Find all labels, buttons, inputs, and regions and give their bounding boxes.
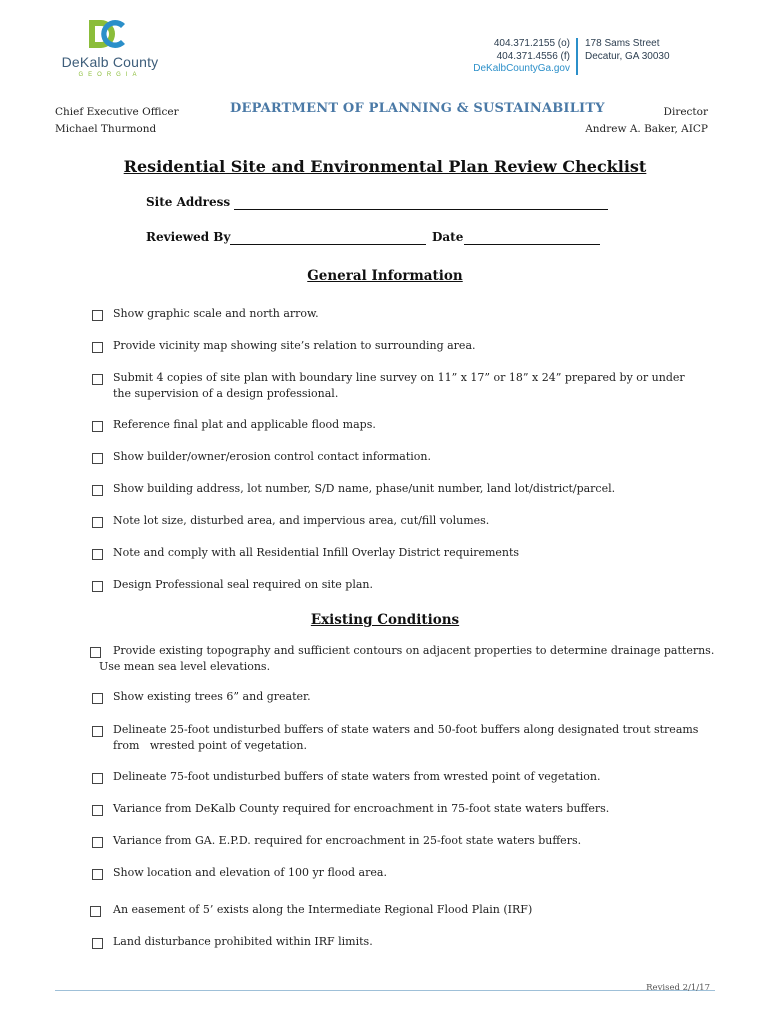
checklist-item: Delineate 75-foot undisturbed buffers of state waters from wrested point of vegetation. [113, 770, 601, 783]
logo-state-name: GEORGIA [78, 72, 142, 78]
checklist-item: Show builder/owner/erosion control contact information. [113, 450, 431, 463]
revision-date: Revised 2/1/17 [646, 983, 710, 993]
footer-rule [55, 990, 715, 991]
checklist-item: Show location and elevation of 100 yr flood area. [113, 866, 387, 879]
checklist-item-continuation: the supervision of a design professional. [113, 387, 339, 400]
director-name: Andrew A. Baker, AICP [585, 123, 708, 135]
address-block [585, 38, 670, 63]
checkbox[interactable] [92, 693, 103, 704]
checklist-item: An easement of 5’ exists along the Intermediate Regional Flood Plain (IRF) [113, 903, 533, 916]
checkbox[interactable] [92, 869, 103, 880]
checkbox[interactable] [92, 453, 103, 464]
reviewed-by-field[interactable] [230, 230, 426, 245]
checkbox[interactable] [92, 805, 103, 816]
logo-county-name: DeKalb County [61, 54, 159, 70]
checkbox[interactable] [92, 581, 103, 592]
checkbox[interactable] [92, 938, 103, 949]
checklist-item: Provide existing topography and sufficient contours on adjacent properties to determine drainage patterns. [113, 644, 715, 657]
checklist-item: Variance from DeKalb County required for encroachment in 75-foot state waters buffers. [113, 802, 610, 815]
checkbox[interactable] [92, 342, 103, 353]
checkbox[interactable] [92, 549, 103, 560]
website-link[interactable]: DeKalbCountyGa.gov [473, 63, 570, 74]
director-block [585, 104, 708, 138]
checklist-item: Land disturbance prohibited within IRF limits. [113, 935, 373, 948]
checkbox[interactable] [92, 726, 103, 737]
existing-conditions-heading: Existing Conditions [310, 612, 460, 628]
fax-phone: 404.371.4556 (f) [496, 50, 570, 62]
checklist-item: Variance from GA. E.P.D. required for encroachment in 25-foot state waters buffers. [113, 834, 582, 847]
office-phone: 404.371.2155 (o) [493, 38, 570, 49]
checkbox[interactable] [92, 485, 103, 496]
ceo-title: Chief Executive Officer [55, 106, 179, 118]
phone-block [473, 38, 570, 76]
department-name: DEPARTMENT OF PLANNING & SUSTAINABILITY [230, 101, 605, 116]
checklist-item: Reference final plat and applicable flood maps. [113, 418, 376, 431]
address-line-2: Decatur, GA 30030 [585, 50, 670, 62]
checkbox[interactable] [90, 906, 101, 917]
ceo-block [55, 104, 179, 138]
dekalb-dc-mark-icon [87, 18, 127, 50]
dekalb-logo [55, 18, 165, 80]
site-address-field[interactable] [234, 195, 608, 210]
address-line-1: 178 Sams Street [585, 38, 660, 49]
checklist-item: Show existing trees 6” and greater. [113, 690, 311, 703]
checkbox[interactable] [92, 310, 103, 321]
checklist-item: Design Professional seal required on site plan. [113, 578, 374, 591]
checklist-item-continuation: from wrested point of vegetation. [113, 739, 307, 752]
site-address-label: Site Address [146, 195, 231, 209]
general-information-heading: General Information [307, 268, 463, 284]
checklist-item: Note and comply with all Residential Infill Overlay District requirements [113, 546, 520, 559]
checkbox[interactable] [92, 837, 103, 848]
contact-divider [576, 38, 578, 75]
checkbox[interactable] [92, 421, 103, 432]
checklist-item: Note lot size, disturbed area, and impervious area, cut/fill volumes. [113, 514, 490, 527]
checklist-item: Provide vicinity map showing site’s relation to surrounding area. [113, 339, 476, 352]
checklist-item: Show graphic scale and north arrow. [113, 307, 319, 320]
director-title: Director [663, 106, 708, 118]
checklist-item-continuation: Use mean sea level elevations. [99, 660, 271, 673]
checkbox[interactable] [92, 773, 103, 784]
checkbox[interactable] [92, 374, 103, 385]
page-title: Residential Site and Environmental Plan Review Checklist [123, 157, 647, 176]
checkbox[interactable] [90, 647, 101, 658]
checklist-item: Submit 4 copies of site plan with boundary line survey on 11” x 17” or 18” x 24” prepared by or under [113, 371, 685, 384]
checkbox[interactable] [92, 517, 103, 528]
ceo-name: Michael Thurmond [55, 123, 157, 135]
checklist-item: Delineate 25-foot undisturbed buffers of state waters and 50-foot buffers along designated trout streams [113, 723, 699, 736]
checklist-item: Show building address, lot number, S/D name, phase/unit number, land lot/district/parcel. [113, 482, 616, 495]
date-field[interactable] [464, 230, 600, 245]
reviewed-by-label: Reviewed By [146, 230, 231, 244]
date-label: Date [432, 230, 464, 244]
